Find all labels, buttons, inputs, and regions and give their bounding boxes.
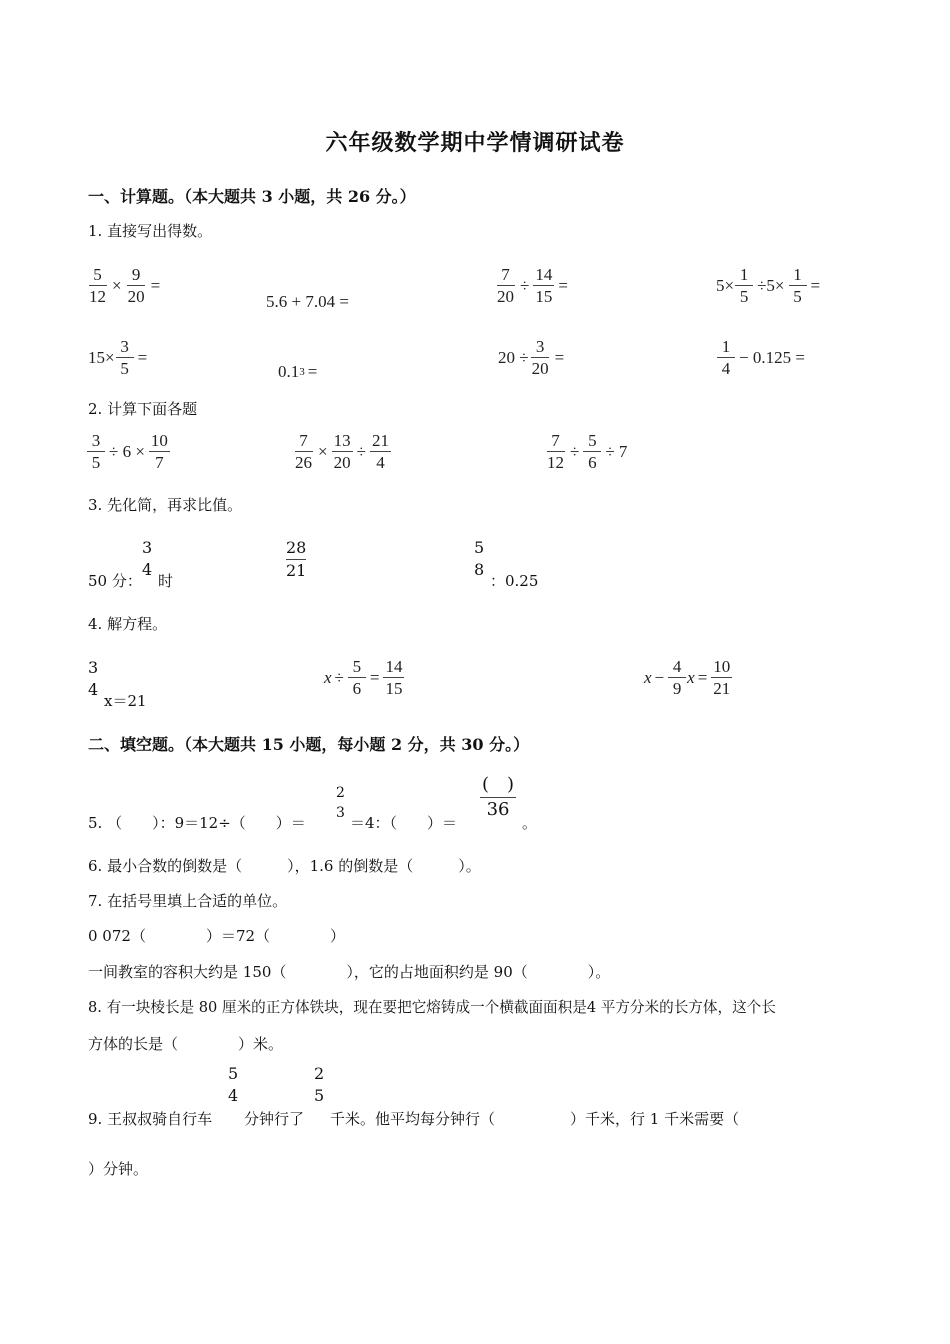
q3-item-b-fraction: 28 21 bbox=[286, 538, 307, 580]
q3-item-a-post: 时 bbox=[158, 572, 174, 590]
q9-post: 千米。他平均每分钟行（ ）千米，行 1 千米需要（ bbox=[330, 1110, 740, 1128]
q5-mid: ＝4：（ ）＝ bbox=[350, 814, 458, 832]
q3-item-a-pre: 50 分： bbox=[88, 572, 142, 590]
q1-label: 1. 直接写出得数。 bbox=[88, 222, 213, 240]
q8-line2: 方体的长是（ ）米。 bbox=[88, 1035, 284, 1053]
q2-item-c: $\frac{7}{12}$ ÷ $\frac{5}{6}$ ÷ 7 bbox=[547, 431, 628, 472]
q1-item-a: $\frac{5}{12}$ × $\frac{9}{20}$ = bbox=[89, 265, 161, 306]
q8-line1: 8. 有一块棱长是 80 厘米的正方体铁块，现在要把它熔铸成一个横截面面积是4 平方分米的长方体，这个长 bbox=[88, 999, 776, 1016]
page-title: 六年级数学期中学情调研试卷 bbox=[325, 130, 625, 156]
q5-blank-fraction: ( ) 36 bbox=[482, 774, 515, 820]
q1-item-f: 0.1 3 = bbox=[278, 362, 318, 381]
section2-heading: 二、填空题。（本大题共 15 小题，每小题 2 分，共 30 分。） bbox=[88, 735, 530, 754]
q7-label: 7. 在括号里填上合适的单位。 bbox=[88, 892, 288, 910]
q7-line1: 0 072（ ）＝72（ ） bbox=[88, 927, 346, 945]
q9-mid: 分钟行了 bbox=[244, 1110, 305, 1128]
q1-item-h: $\frac{1}{4}$ − 0.125 = bbox=[716, 338, 808, 377]
q2-item-b: $\frac{7}{26}$ × $\frac{13}{20}$ ÷ $\frac{21}{4}$ bbox=[295, 431, 389, 472]
q9-line2: ）分钟。 bbox=[88, 1160, 149, 1178]
q1-item-c: $\frac{7}{20}$ ÷ $\frac{14}{15}$ = bbox=[497, 265, 568, 306]
section1-heading: 一、计算题。（本大题共 3 小题，共 26 分。） bbox=[88, 187, 416, 206]
q6-text: 6. 最小合数的倒数是（ ），1.6 的倒数是（ ）。 bbox=[88, 857, 481, 875]
q3-item-a-fraction: 3 4 bbox=[142, 538, 153, 579]
q3-item-c-fraction: 5 8 bbox=[474, 538, 485, 579]
q1-item-b: 5.6 + 7.04 = bbox=[266, 292, 349, 311]
q4-item-a-fraction: 3 4 bbox=[88, 658, 99, 699]
q1-item-g: 20 ÷ $\frac{3}{20}$ = bbox=[498, 337, 565, 378]
q2-label: 2. 计算下面各题 bbox=[88, 400, 198, 418]
q5-fraction: 2 3 bbox=[336, 785, 345, 821]
q4-item-c: x − $\frac{4}{9}$ x = $\frac{10}{21}$ bbox=[644, 657, 731, 698]
q9-fraction-1: 5 4 bbox=[228, 1064, 239, 1105]
q1-item-e: 15× $\frac{3}{5}$ = bbox=[88, 337, 148, 378]
q4-item-b: x ÷ $\frac{5}{6}$ = $\frac{14}{15}$ bbox=[324, 657, 403, 698]
q4-item-a-post: x＝21 bbox=[104, 692, 147, 710]
q7-line2: 一间教室的容积大约是 150（ ），它的占地面积约是 90（ ）。 bbox=[88, 963, 611, 981]
q2-item-a: $\frac{3}{5}$ ÷ 6 × $\frac{10}{7}$ bbox=[86, 432, 171, 471]
q5-end: 。 bbox=[522, 814, 538, 832]
q9-fraction-2: 2 5 bbox=[314, 1064, 325, 1105]
q4-label: 4. 解方程。 bbox=[88, 615, 168, 633]
q3-item-c-post: ：0.25 bbox=[490, 572, 539, 590]
q5-pre: 5. （ ）：9＝12÷（ ）＝ bbox=[88, 814, 306, 832]
q9-pre: 9. 王叔叔骑自行车 bbox=[88, 1110, 213, 1128]
q1-item-d: 5× $\frac{1}{5}$ ÷5× $\frac{1}{5}$ = bbox=[716, 265, 821, 306]
q3-label: 3. 先化简，再求比值。 bbox=[88, 496, 243, 514]
